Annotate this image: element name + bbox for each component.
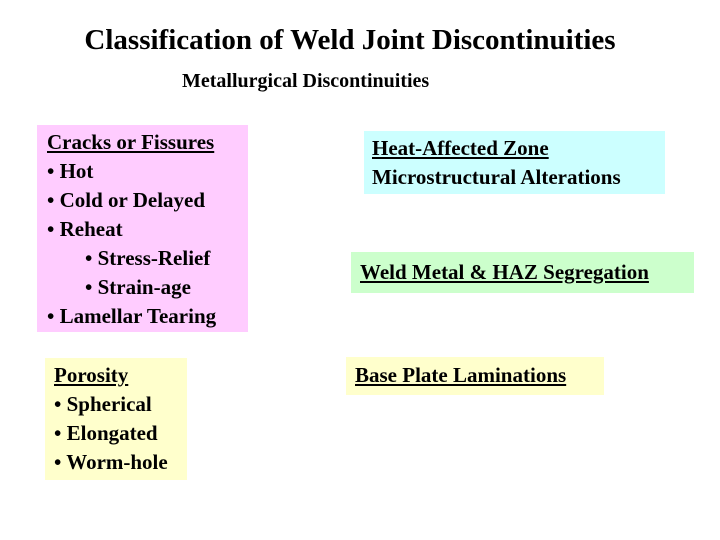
porosity-box [45, 358, 187, 480]
porosity-item-worm-hole: • Worm-hole [54, 450, 168, 474]
cracks-subitem-strain-age: • Strain-age [85, 275, 191, 299]
porosity-item-elongated: • Elongated [54, 421, 158, 445]
weld-metal-box [351, 252, 694, 293]
cracks-item-hot: • Hot [47, 159, 94, 183]
haz-heading: Heat-Affected Zone [372, 136, 549, 160]
cracks-box [37, 125, 248, 332]
base-plate-heading: Base Plate Laminations [355, 363, 567, 387]
page-title: Classification of Weld Joint Discontinuities [84, 24, 616, 56]
cracks-item-cold: • Cold or Delayed [47, 188, 206, 212]
haz-box [364, 131, 665, 194]
cracks-item-reheat: • Reheat [47, 217, 123, 241]
porosity-item-spherical: • Spherical [54, 392, 152, 416]
page-subtitle: Metallurgical Discontinuities [182, 70, 430, 92]
base-plate-box [346, 357, 604, 395]
cracks-heading: Cracks or Fissures [47, 130, 215, 154]
cracks-item-lamellar: • Lamellar Tearing [47, 304, 217, 328]
weld-metal-heading: Weld Metal & HAZ Segregation [360, 260, 649, 284]
haz-subheading: Microstructural Alterations [372, 165, 621, 189]
cracks-subitem-stress-relief: • Stress-Relief [85, 246, 211, 270]
porosity-heading: Porosity [54, 363, 129, 387]
